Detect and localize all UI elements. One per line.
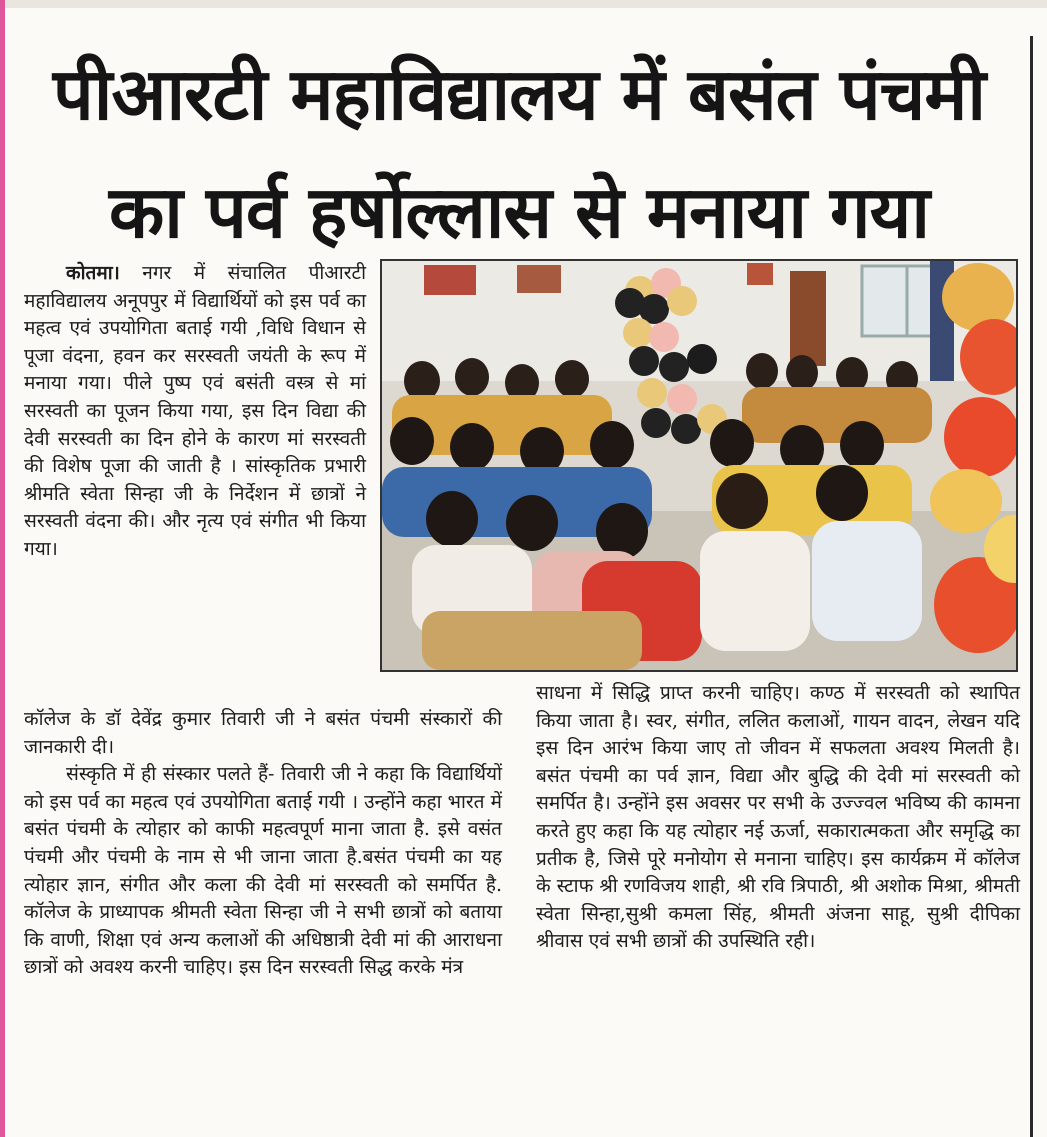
headline-line-2: का पर्व हर्षोल्लास से मनाया गया (109, 170, 929, 254)
paragraph-1-text: नगर में संचालित पीआरटी महाविद्यालय अनूपपुर में विद्यार्थियों को इस पर्व का महत्व एवं उपयोगिता बताई गयी ,विधि विधान से पूजा वंदना, हवन कर सरस्वती जयंती के रूप में मनाया गया। पीले पुष्प एवं बसंती वस्त्र से मां सरस्वती का पूजन किया गया, इस दिन विद्या की देवी सरस्वती का दिन होने के कारण मां सरस्वती की विशेष पूजा की जाती है । सांस्कृतिक प्रभारी श्रीमति स्वेता सिन्हा जी के निर्देशन में छात्रों ने सरस्वती वंदना की। और नृत्य एवं संगीत भी किया गया। (24, 262, 366, 560)
left-margin-strip (0, 0, 5, 1137)
paragraph-2: कॉलेज के डॉ देवेंद्र कुमार तिवारी जी ने बसंत पंचमी संस्कारों की जानकारी दी। (24, 708, 502, 758)
headline-line-1: पीआरटी महाविद्यालय में बसंत पंचमी (52, 52, 986, 136)
dateline: कोतमा। (66, 262, 120, 284)
column-rule (1030, 36, 1033, 1137)
article-column-1-bottom (24, 706, 502, 982)
paragraph-3: संस्कृति में ही संस्कार पलते हैं- तिवारी जी ने कहा कि विद्यार्थियों को इस पर्व का महत्व एवं उपयोगिता बताई गयी । उन्होंने कहा भारत में बसंत पंचमी के त्योहार को काफी महत्वपूर्ण माना जाता है. इसे वसंत पंचमी और पंचमी के नाम से भी जाना जाता है.बसंत पंचमी का यह त्योहार ज्ञान, संगीत और कला की देवी मां सरस्वती को समर्पित है. कॉलेज के प्राध्यापक श्रीमती स्वेता सिन्हा जी ने सभी छात्रों को बताया कि वाणी, शिक्षा एवं अन्य कलाओं की अधिष्ठात्री देवी मां की आराधना छात्रों को अवश्य करनी चाहिए। इस दिन सरस्वती सिद्ध करके मंत्र (24, 763, 502, 979)
paragraph-1 (24, 260, 366, 564)
event-photo-illustration (382, 261, 1016, 670)
event-photo (380, 259, 1018, 672)
paragraph-4: साधना में सिद्धि प्राप्त करनी चाहिए। कण्ठ में सरस्वती को स्थापित किया जाता है। स्वर, संगीत, ललित कलाओं, गायन वादन, लेखन यदि इस दिन आरंभ किया जाए तो जीवन में सफलता अवश्य मिलती है। बसंत पंचमी का पर्व ज्ञान, विद्या और बुद्धि की देवी मां सरस्वती को समर्पित है। उन्होंने इस अवसर पर सभी के उज्ज्वल भविष्य की कामना करते हुए कहा कि यह त्योहार नई ऊर्जा, सकारात्मकता और समृद्धि का प्रतीक है, जिसे पूरे मनोयोग से मनाना चाहिए। इस कार्यक्रम में कॉलेज के स्टाफ श्री रणविजय शाही, श्री रवि त्रिपाठी, श्री अशोक मिश्रा, श्रीमती स्वेता सिन्हा,सुश्री कमला सिंह, श्रीमती अंजना साहू, सुश्री दीपिका श्रीवास एवं सभी छात्रों की उपस्थिति रही। (536, 682, 1020, 953)
article-column-2 (536, 680, 1020, 956)
article-column-1-top (24, 260, 366, 564)
top-edge-strip (0, 0, 1047, 8)
